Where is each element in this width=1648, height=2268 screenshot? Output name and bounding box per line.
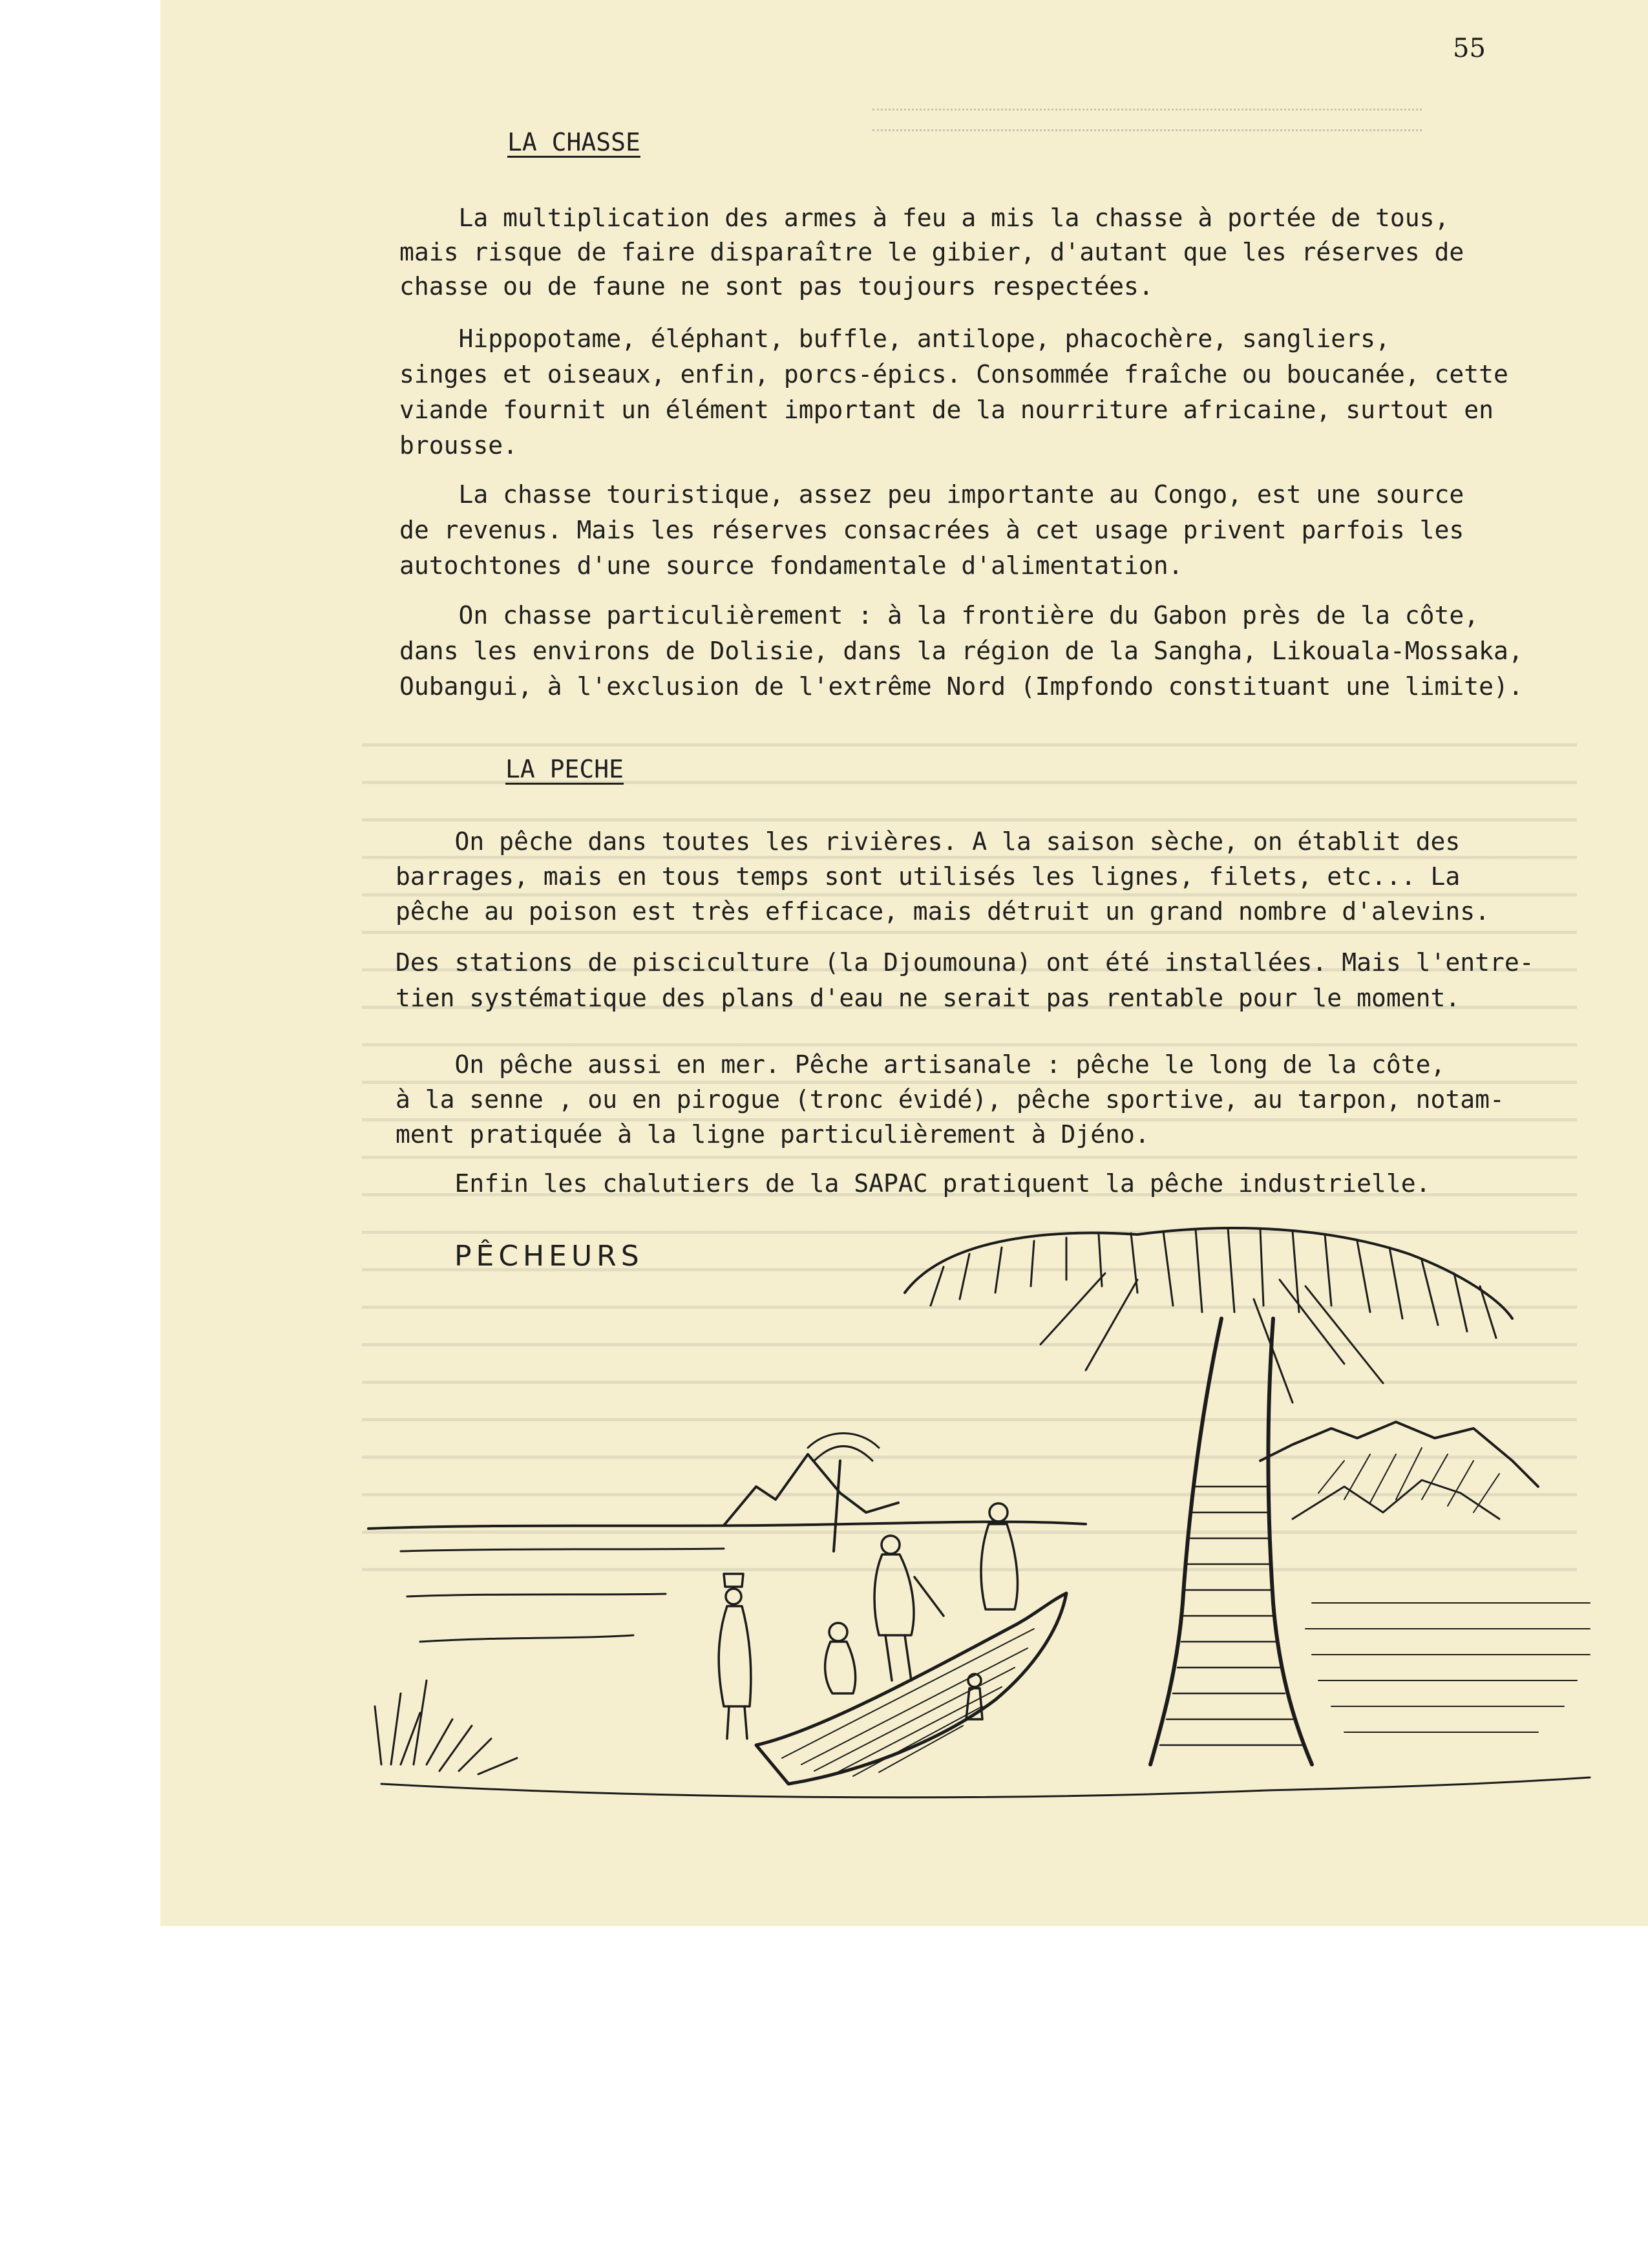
text-line: brousse.	[399, 431, 518, 460]
fishermen-illustration	[362, 1215, 1603, 1829]
text-line: chasse ou de faune ne sont pas toujours respectées.	[399, 272, 1154, 301]
text-line: de revenus. Mais les réserves consacrées à cet usage privent parfois les	[399, 516, 1464, 544]
show-through-header	[872, 103, 1422, 149]
text-line: Enfin les chalutiers de la SAPAC pratiquent la pêche industrielle.	[396, 1169, 1431, 1198]
text-line: autochtones d'une source fondamentale d'alimentation.	[399, 551, 1183, 580]
text-line: Hippopotame, éléphant, buffle, antilope, phacochère, sangliers,	[399, 324, 1390, 353]
text-line: On pêche dans toutes les rivières. A la saison sèche, on établit des	[396, 827, 1461, 856]
text-line: On chasse particulièrement : à la frontière du Gabon près de la côte,	[399, 601, 1479, 630]
scan-margin	[0, 1926, 1648, 2268]
text-line: Des stations de pisciculture (la Djoumouna) ont été installées. Mais l'entre-	[396, 948, 1534, 977]
text-line: ment pratiquée à la ligne particulièrement à Djéno.	[396, 1120, 1150, 1149]
paragraph-chasse-3	[399, 477, 1464, 584]
paragraph-chasse-4	[399, 598, 1523, 705]
text-line: viande fournit un élément important de la nourriture africaine, surtout en	[399, 396, 1494, 424]
paragraph-peche-4	[396, 1166, 1430, 1201]
paragraph-peche-2	[396, 945, 1534, 1016]
section-heading-peche: LA PECHE	[505, 755, 624, 783]
text-line: singes et oiseaux, enfin, porcs-épics. Consommée fraîche ou boucanée, cette	[399, 360, 1508, 388]
text-line: mais risque de faire disparaître le gibier, d'autant que les réserves de	[399, 238, 1464, 266]
section-heading-chasse: LA CHASSE	[507, 128, 640, 156]
text-line: tien systématique des plans d'eau ne serait pas rentable pour le moment.	[396, 984, 1461, 1012]
text-line: On pêche aussi en mer. Pêche artisanale : pêche le long de la côte,	[396, 1050, 1446, 1079]
text-line: à la senne , ou en pirogue (tronc évidé), pêche sportive, au tarpon, notam-	[396, 1085, 1505, 1114]
text-line: Oubangui, à l'exclusion de l'extrême Nord (Impfondo constituant une limite).	[399, 672, 1523, 701]
text-line: barrages, mais en tous temps sont utilisés les lignes, filets, etc... La	[396, 862, 1461, 891]
text-line: La chasse touristique, assez peu importante au Congo, est une source	[399, 480, 1464, 509]
illustration-caption: PÊCHEURS	[454, 1240, 644, 1273]
text-line: La multiplication des armes à feu a mis la chasse à portée de tous,	[399, 204, 1450, 232]
page-number: 55	[1453, 34, 1486, 63]
text-line: pêche au poison est très efficace, mais détruit un grand nombre d'alevins.	[396, 897, 1490, 926]
text-line: dans les environs de Dolisie, dans la région de la Sangha, Likouala-Mossaka,	[399, 637, 1523, 665]
paragraph-chasse-1	[399, 201, 1464, 304]
paragraph-peche-3	[396, 1047, 1505, 1152]
paragraph-chasse-2	[399, 321, 1508, 463]
paragraph-peche-1	[396, 824, 1490, 929]
